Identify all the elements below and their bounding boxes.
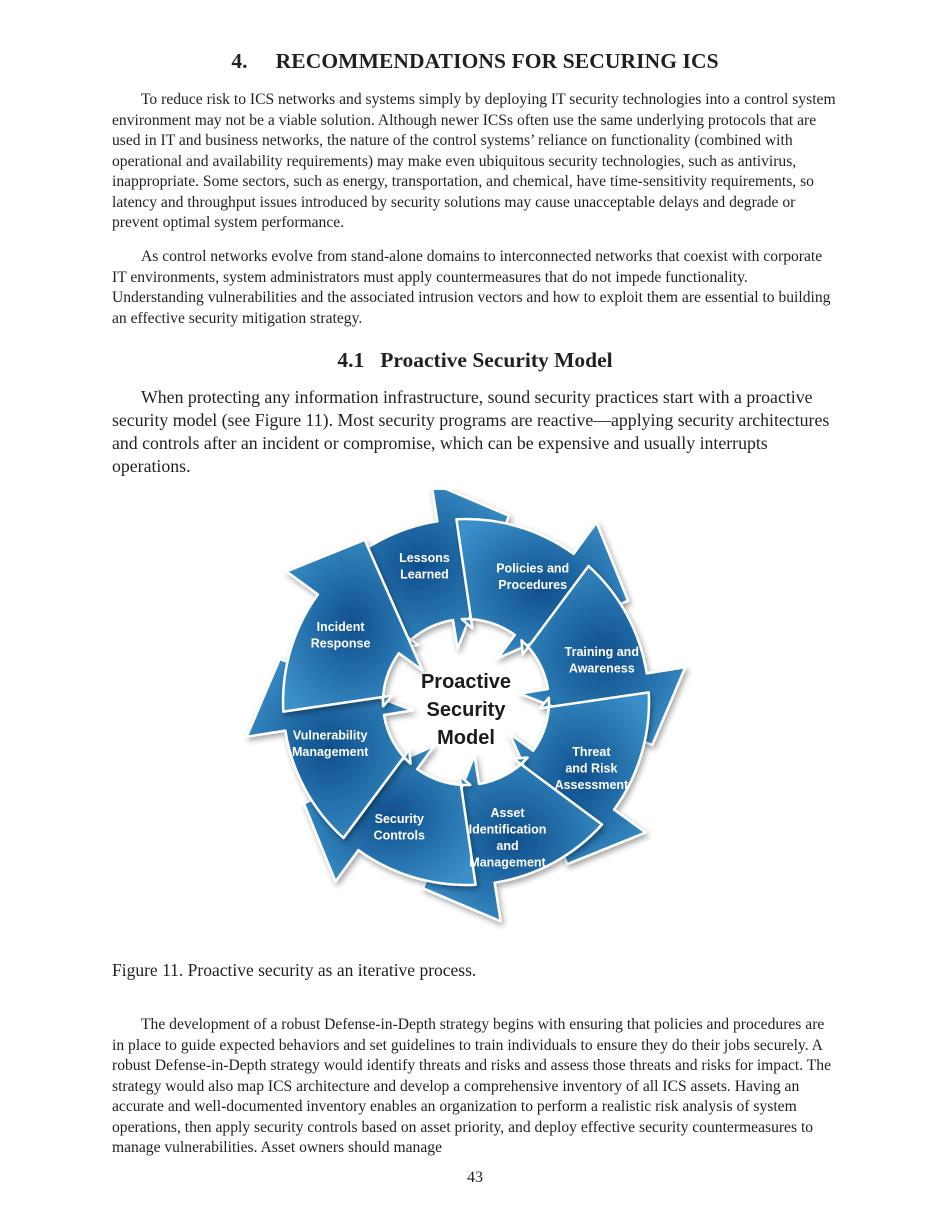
page-number: 43: [467, 1169, 483, 1186]
center-label: [421, 671, 511, 749]
subsection-title: Proactive Security Model: [380, 348, 613, 372]
subsection-heading: [112, 348, 838, 373]
center-line-3: Model: [437, 727, 495, 749]
segment-label-7: Vulnerability Management: [291, 728, 369, 759]
section-number: 4.: [231, 49, 248, 73]
segment-label-2: Policies and Procedures: [496, 561, 570, 592]
figure-caption: Figure 11. Proactive security as an iterative process.: [112, 960, 477, 980]
paragraph-2: As control networks evolve from stand-alone domains to interconnected networks that coexist with corporate IT environments, system administrators must apply countermeasures that do not impede functionality. Understanding vulnerabilities and the associated intrusion vectors and how to exploit them are essential to building an effective security mitigation strategy.: [112, 248, 831, 327]
segment-label-6: Security Controls: [373, 812, 425, 843]
section-heading: [112, 49, 838, 74]
closing-paragraph: The development of a robust Defense-in-Depth strategy begins with ensuring that policies and procedures are in place to guide expected behaviors and set guidelines to train individuals to ensure they do their jobs securely. A robust Defense-in-Depth strategy would identify threats and risks and assess those threats and risks for impact. The strategy would also map ICS architecture and develop a comprehensive inventory of all ICS assets. Having an accurate and well-documented inventory enables an organization to perform a realistic risk analysis of system operations, then apply security controls based on asset priority, and deploy effective security countermeasures to manage vulnerabilities. Asset owners should manage: [112, 1016, 832, 1156]
cycle-diagram-svg: [240, 490, 710, 930]
proactive-security-diagram: [240, 490, 710, 930]
segment-label-1: Lessons Learned: [399, 551, 450, 582]
section-title: RECOMMENDATIONS FOR SECURING ICS: [275, 49, 719, 73]
segment-label-3: Training and Awareness: [564, 645, 639, 676]
segment-label-4: Threat and Risk Assessment: [554, 745, 629, 793]
subsection-number: 4.1: [337, 348, 365, 372]
segment-label-8: Incident Response: [310, 620, 371, 651]
subsection-intro: When protecting any information infrastructure, sound security practices start with a proactive security model (see Figure 11). Most security programs are reactive—applying security architectures and controls after an incident or compromise, which can be expensive and usually interrupts operations.: [112, 387, 830, 476]
segment-label-5: Asset Identification and Management: [468, 806, 547, 870]
center-line-2: Security: [426, 699, 506, 721]
paragraph-1: To reduce risk to ICS networks and systems simply by deploying IT security technologies into a control system environment may not be a viable solution. Although newer ICSs often use the same underlying protocols that are used in IT and business networks, the nature of the control systems’ reliance on functionality (combined with operational and availability requirements) may make even ubiquitous security technologies, such as antivirus, inappropriate. Some sectors, such as energy, transportation, and chemical, have time-sensitivity requirements, so latency and throughput issues introduced by security solutions may cause unacceptable delays and degrade or prevent optimal system performance.: [112, 91, 836, 231]
center-line-1: Proactive: [420, 671, 512, 693]
